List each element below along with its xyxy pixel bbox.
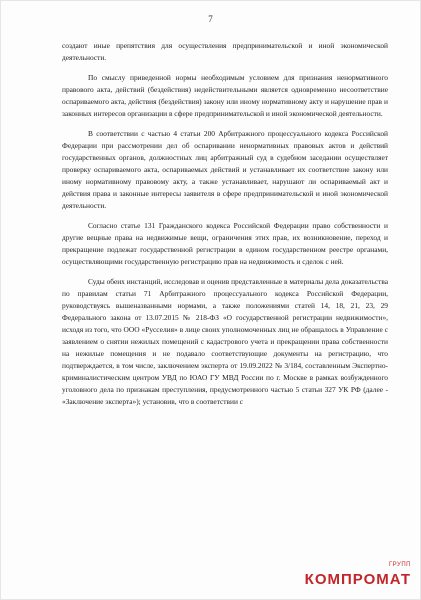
watermark-subtitle: ГРУПП <box>388 562 411 568</box>
paragraph: Согласно статье 131 Гражданского кодекса Российской Федерации право собственности и другие вещные права на недвижимые вещи, ограничения этих прав, их возникновение, переход и прекращение подлежат государственной регистрации в едином государственном реестре органами, осуществляющими государственную регистрацию прав на недвижимость и сделок с ней. <box>62 221 388 266</box>
watermark-logo <box>304 562 411 588</box>
paragraph: создают иные препятствия для осуществления предпринимательской и иной экономической деятельности. <box>62 41 388 62</box>
paragraph: По смыслу приведенной нормы необходимым условием для признания ненормативного правового акта, действий (бездействия) недействительными является одновременно несоответствие оспариваемого акта, действия (бездействия) закону или иному нормативному акту и нарушение прав и законных интересов организации в сфере предпринимательской и иной экономической деятельности. <box>62 73 388 118</box>
page-number: 7 <box>208 14 213 24</box>
document-body <box>62 40 388 416</box>
paragraph: Суды обеих инстанций, исследовав и оценив представленные в материалы дела доказательства по правилам статьи 71 Арбитражного процессуального кодекса Российской Федерации, руководствуясь вышеназванными нормами, а также положениями статей 14, 18, 21, 23, 29 Федерального закона от 13.07.2015 № 218-ФЗ «О государственной регистрации недвижимости», исходя из того, что ООО «Русселия» в лице своих уполномоченных лиц не обращалось в Управление с заявлением о снятии нежилых помещений с кадастрового учета и прекращении права собственности на нежилые помещения и не подавало соответствующие документы на регистрацию, что подтверждается, в том числе, заключением эксперта от 19.09.2022 № 3/184, составленным Экспертно-криминалистическим центром УВД по ЮАО ГУ МВД России по г. Москве в рамках возбужденного уголовного дела по признакам преступления, предусмотренного частью 5 статьи 327 УК РФ (далее - «Заключение эксперта»); установив, что в соответствии с <box>62 277 388 406</box>
watermark-title: КОМПРОМАТ <box>304 571 411 588</box>
paragraph: В соответствии с частью 4 статьи 200 Арбитражного процессуального кодекса Российской Федерации при рассмотрении дел об оспаривании ненормативных правовых актов и действий государственных органов, должностных лиц арбитражный суд в судебном заседании осуществляет проверку оспариваемого акта, оспариваемых действий и устанавливает их соответствие закону или иному нормативному правовому акту, а также устанавливает, нарушают ли оспариваемый акт и действия права и законные интересы заявителя в сфере предпринимательской и иной экономической деятельности. <box>62 129 388 210</box>
